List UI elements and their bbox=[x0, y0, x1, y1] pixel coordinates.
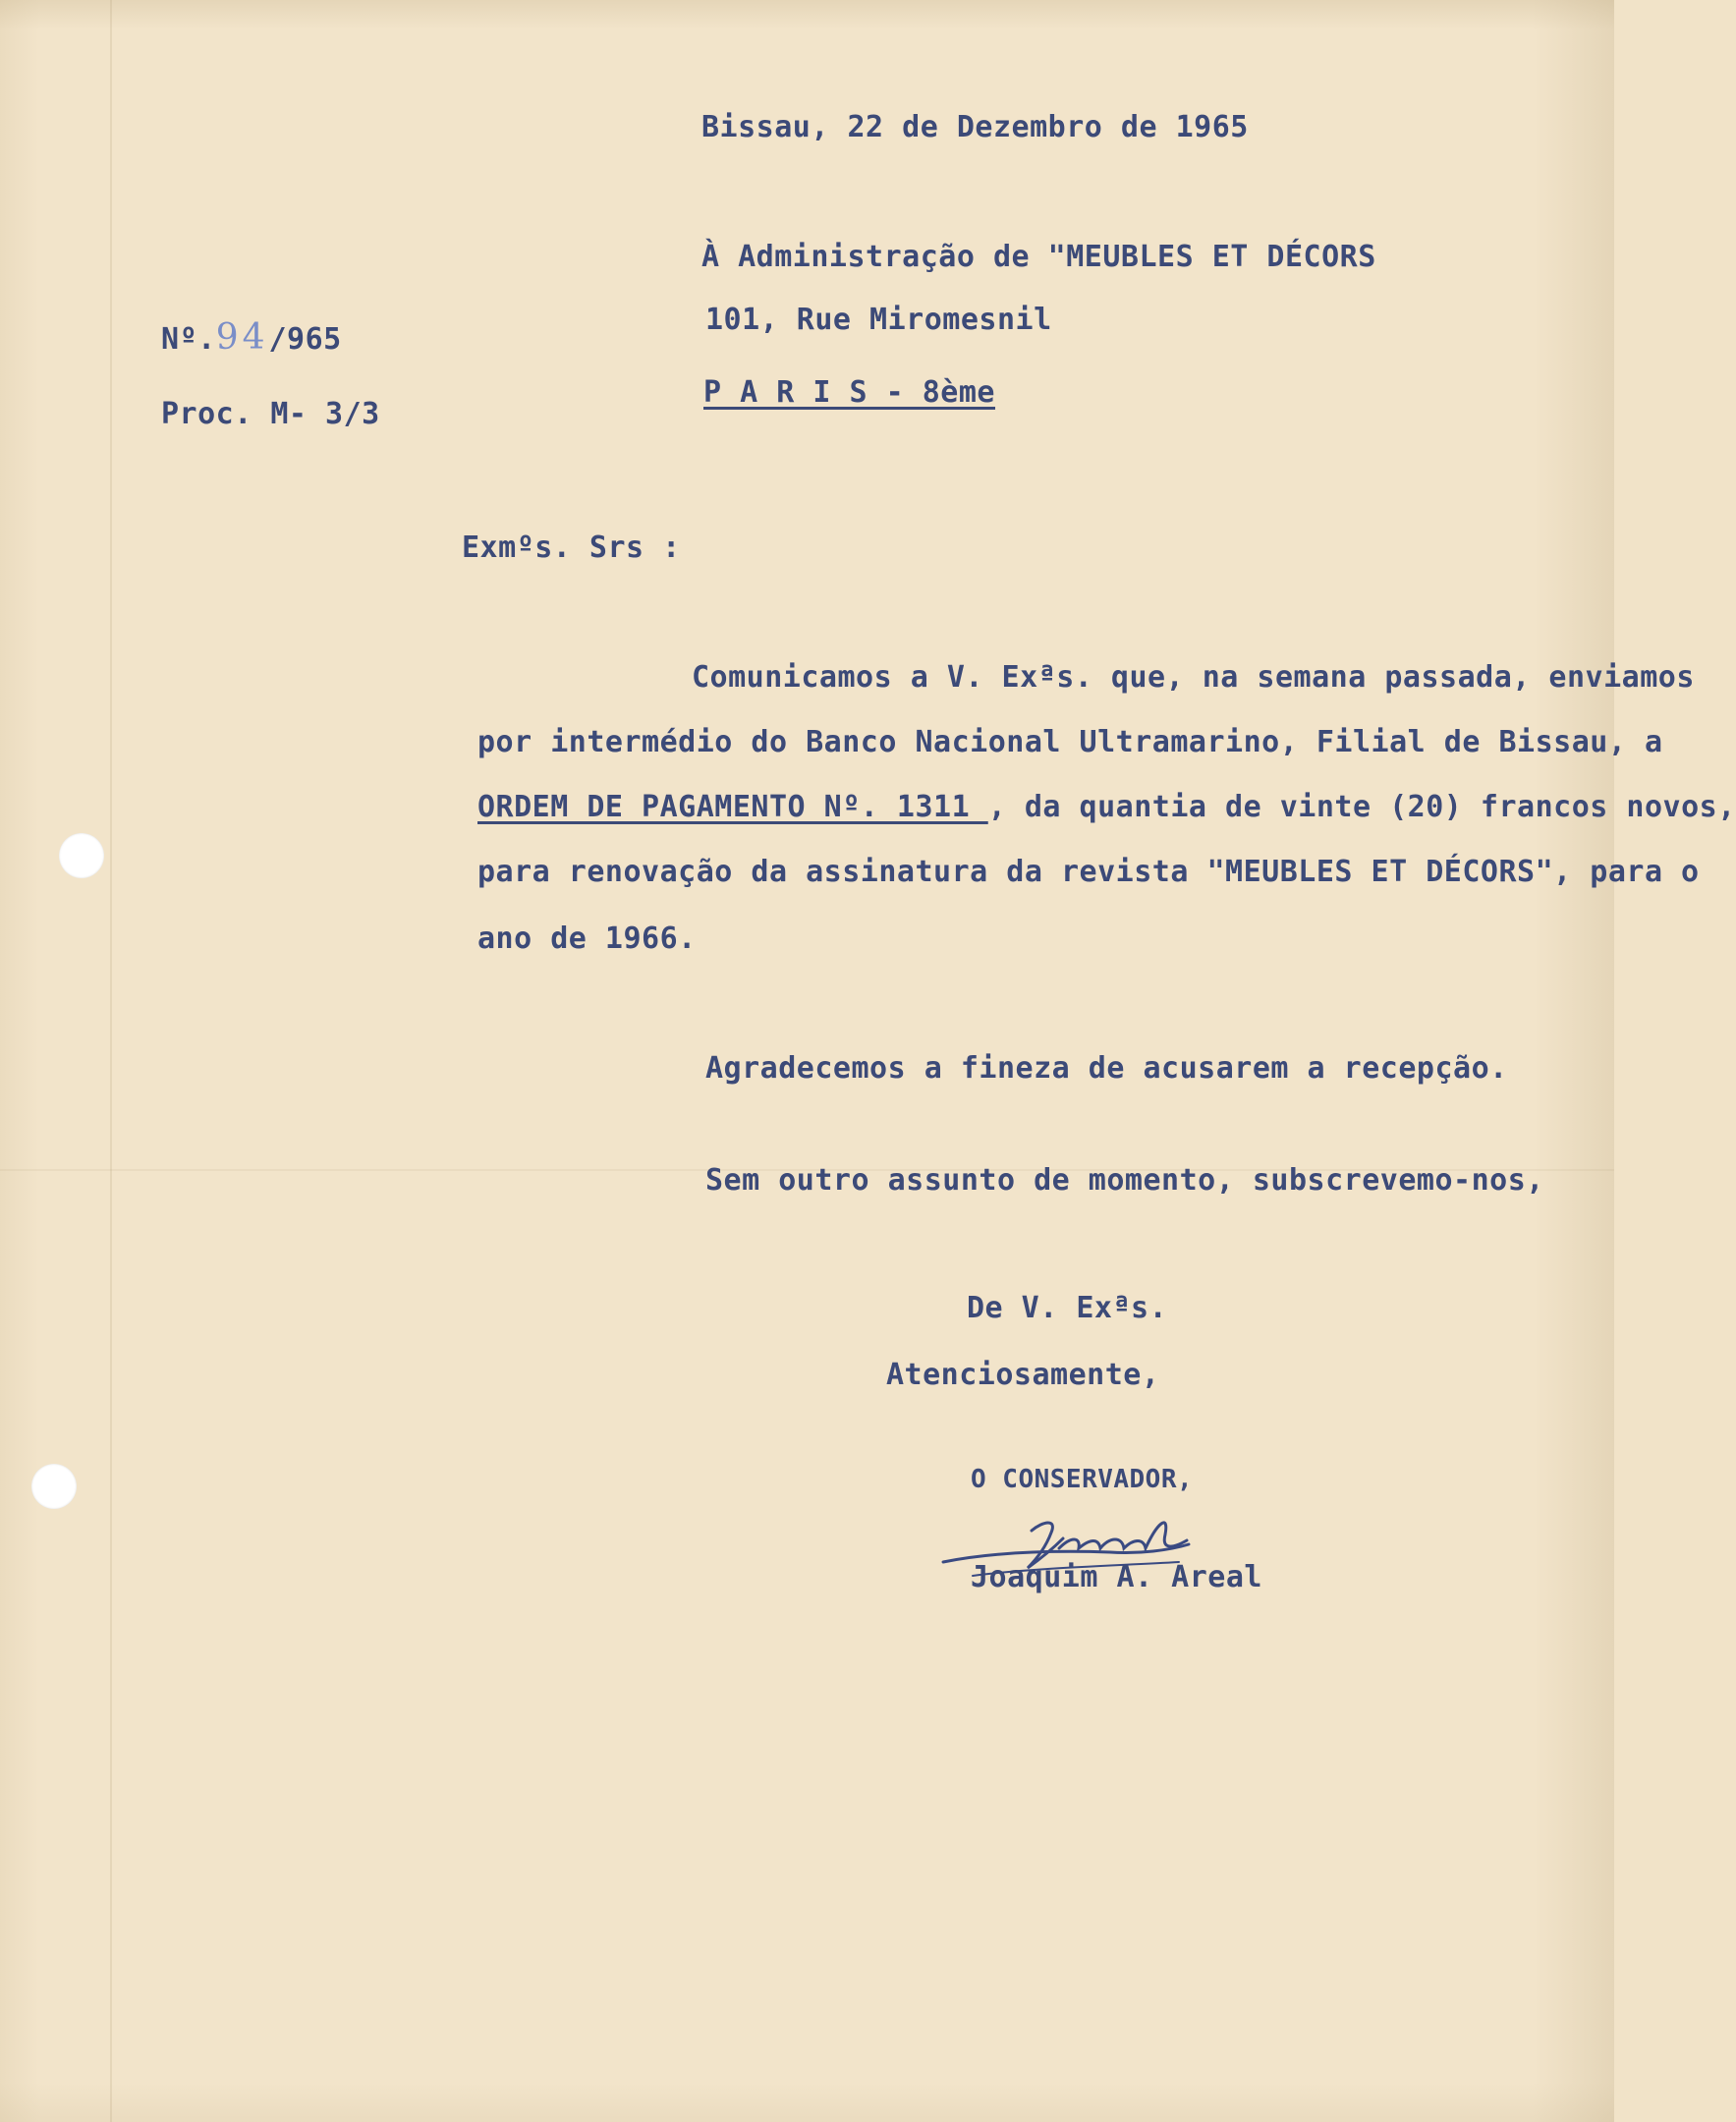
reference-number-handwritten: 94 bbox=[215, 317, 269, 358]
process-reference: Proc. M- 3/3 bbox=[161, 397, 380, 431]
reference-number-prefix: Nº. bbox=[161, 322, 216, 357]
courtesy-line: De V. Exªs. bbox=[967, 1291, 1168, 1325]
reference-number-suffix: /965 bbox=[268, 322, 342, 357]
reference-number bbox=[161, 317, 342, 358]
body-line-1: Comunicamos a V. Exªs. que, na semana passada, enviamos bbox=[692, 660, 1695, 695]
body-line-3 bbox=[477, 790, 1736, 825]
closing-line: Sem outro assunto de momento, subscrevemo-nos, bbox=[705, 1163, 1544, 1198]
recipient-line-2: 101, Rue Miromesnil bbox=[705, 303, 1052, 337]
page-fold-left bbox=[110, 0, 112, 2122]
salutation: Exmºs. Srs : bbox=[462, 530, 681, 565]
body-line-5: ano de 1966. bbox=[477, 921, 697, 956]
signatory-name: Joaquim A. Areal bbox=[971, 1560, 1262, 1594]
body-line-3-rest: , da quantia de vinte (20) francos novos, bbox=[987, 790, 1736, 824]
punch-hole-upper bbox=[59, 833, 104, 878]
signatory-title: O CONSERVADOR, bbox=[971, 1465, 1194, 1494]
body-line-2: por intermédio do Banco Nacional Ultramarino, Filial de Bissau, a bbox=[477, 725, 1663, 759]
valediction: Atenciosamente, bbox=[886, 1358, 1160, 1392]
recipient-city: P A R I S - 8ème bbox=[703, 375, 995, 410]
recipient-line-1: À Administração de "MEUBLES ET DÉCORS bbox=[701, 240, 1376, 274]
place-date: Bissau, 22 de Dezembro de 1965 bbox=[701, 110, 1249, 144]
body-line-4: para renovação da assinatura da revista "MEUBLES ET DÉCORS", para o bbox=[477, 855, 1700, 889]
payment-order-reference: ORDEM DE PAGAMENTO Nº. 1311 bbox=[477, 790, 988, 824]
thanks-line: Agradecemos a fineza de acusarem a recepção. bbox=[705, 1051, 1508, 1086]
punch-hole-lower bbox=[31, 1464, 77, 1509]
